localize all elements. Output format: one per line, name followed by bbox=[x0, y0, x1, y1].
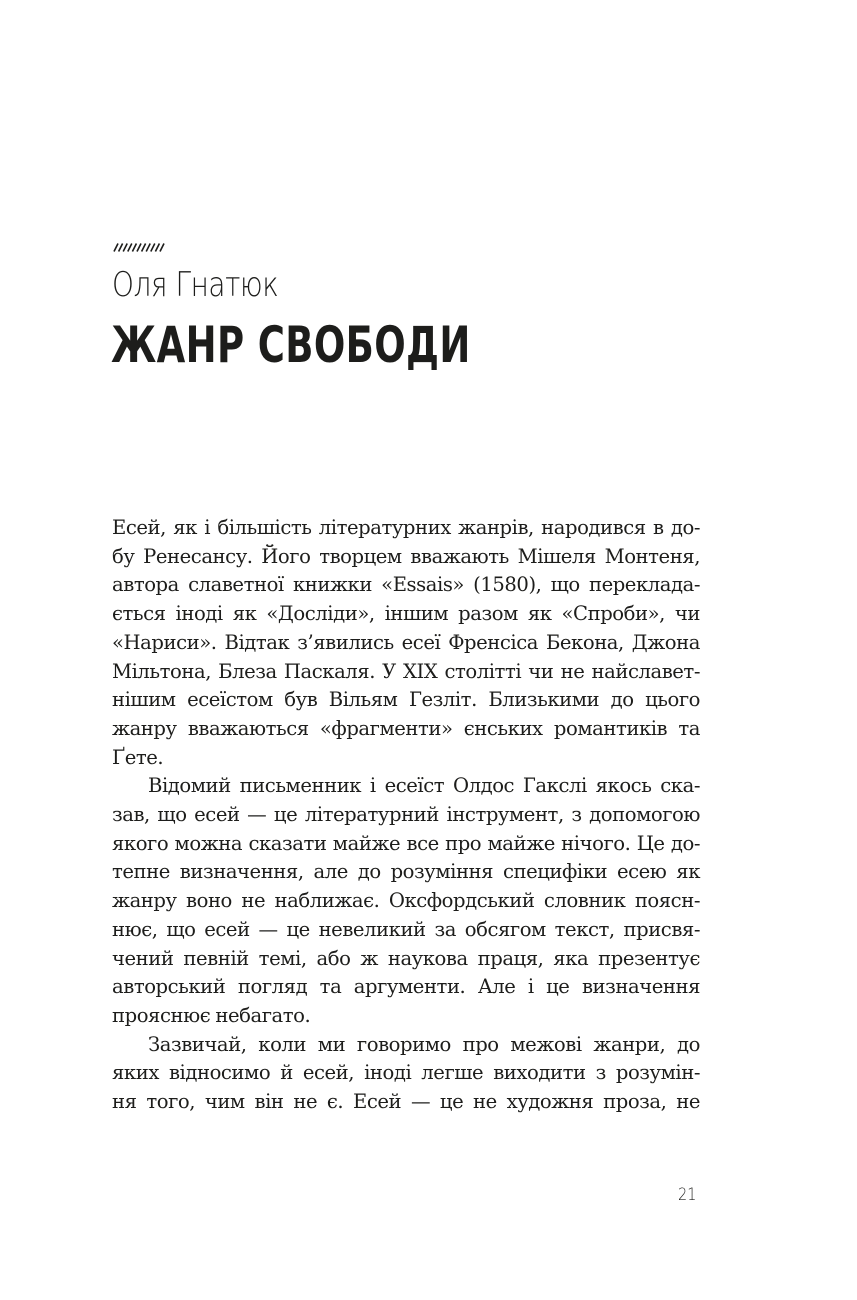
text-line: чений певній темі, або ж наукова праця, яка презентує bbox=[112, 946, 700, 970]
hatch-stroke bbox=[160, 244, 164, 252]
chapter-title: ЖАНР СВОБОДИ bbox=[111, 316, 471, 374]
hatch-stroke bbox=[128, 244, 132, 252]
body-text bbox=[112, 514, 700, 1117]
text-line: жанру вважаються «фрагменти» єнських романтиків та bbox=[112, 716, 700, 740]
hatch-stroke bbox=[114, 244, 118, 252]
text-line: яких відносимо й есей, іноді легше виходити з розумін- bbox=[112, 1061, 700, 1085]
text-line: бу Ренесансу. Його творцем вважають Мішеля Монтеня, bbox=[112, 544, 700, 568]
text-line: прояснює небагато. bbox=[112, 1003, 311, 1027]
hatch-stroke bbox=[142, 244, 146, 252]
page-number: 21 bbox=[678, 1185, 697, 1205]
decorative-hatch-mark bbox=[113, 243, 165, 252]
text-line: Есей, як і більшість літературних жанрів, народився в до- bbox=[112, 516, 700, 539]
text-line: авторський погляд та аргументи. Але і це визначення bbox=[112, 975, 700, 999]
hatch-stroke bbox=[146, 244, 150, 252]
text-line: Зазвичай, коли ми говоримо про межові жанри, до bbox=[148, 1032, 700, 1056]
hatch-stroke bbox=[119, 244, 123, 252]
text-line: якого можна сказати майже все про майже нічого. Це до- bbox=[112, 831, 700, 855]
text-line: жанру воно не наближає. Оксфордський словник поясн- bbox=[112, 889, 700, 913]
text-line: зав, що есей — це літературний інструмент, з допомогою bbox=[112, 803, 700, 827]
paragraph-1 bbox=[112, 514, 700, 772]
text-line: нює, що есей — це невеликий за обсягом текст, присвя- bbox=[112, 917, 700, 941]
text-line: тепне визначення, але до розуміння специфіки есею як bbox=[112, 860, 700, 884]
paragraph-2 bbox=[112, 772, 700, 1030]
text-line: нішим есеїстом був Вільям Гезліт. Близькими до цього bbox=[112, 688, 700, 712]
paragraph-3 bbox=[112, 1031, 700, 1117]
author-name: Оля Гнатюк bbox=[112, 265, 279, 305]
text-line: Мільтона, Блеза Паскаля. У XIX столітті чи не найславет- bbox=[112, 659, 700, 683]
text-line: ється іноді як «Досліди», іншим разом як «Спроби», чи bbox=[112, 602, 700, 626]
hatch-stroke bbox=[155, 244, 159, 252]
hatch-stroke bbox=[123, 244, 127, 252]
hatch-stroke bbox=[132, 244, 136, 252]
text-line: автора славетної книжки «Essais» (1580), що переклада- bbox=[112, 573, 700, 597]
text-line: «Нариси». Відтак з’явились есеї Френсіса Бекона, Джона bbox=[112, 630, 700, 654]
text-line: ня того, чим він не є. Есей — це не художня проза, не bbox=[112, 1090, 700, 1114]
text-line: Ґете. bbox=[112, 745, 164, 769]
text-line: Відомий письменник і есеїст Олдос Гакслі якось ска- bbox=[148, 774, 700, 798]
hatch-stroke bbox=[151, 244, 155, 252]
hatch-stroke bbox=[137, 244, 141, 252]
